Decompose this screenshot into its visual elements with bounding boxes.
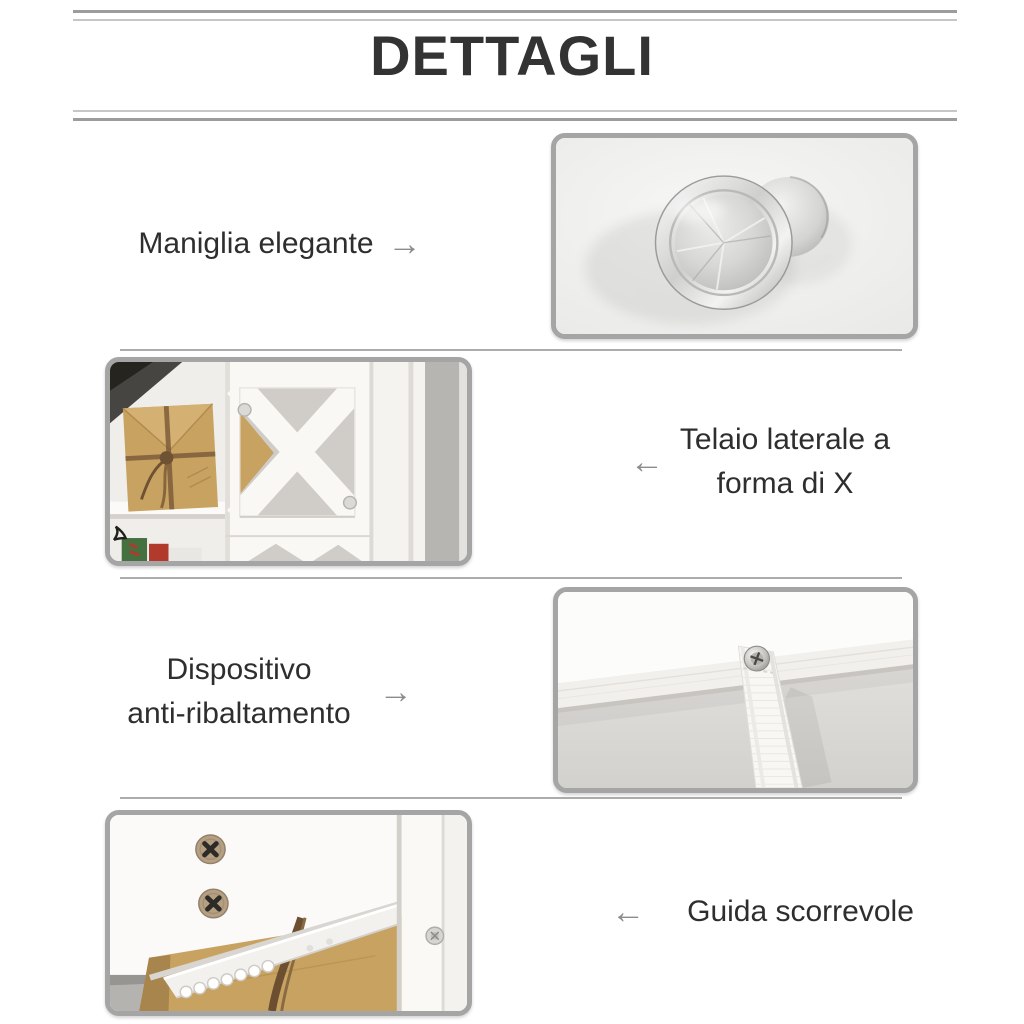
slide-label: Guida scorrevole	[687, 895, 914, 928]
cabinet-knob-illustration	[556, 138, 913, 334]
x-frame-illustration	[110, 362, 467, 561]
section-divider-3	[120, 797, 902, 799]
section-divider-1	[120, 349, 902, 351]
xframe-label-line1: Telaio laterale a	[679, 423, 891, 456]
photo-anti-tip-strap	[553, 587, 918, 793]
photo-drawer-slide	[105, 810, 472, 1016]
photo-cabinet-knob	[551, 133, 918, 339]
xframe-label-line2: forma di X	[716, 467, 854, 500]
antitip-label	[127, 648, 350, 736]
left-arrow-icon: ←	[611, 893, 646, 931]
section-divider-2	[120, 577, 902, 579]
left-arrow-icon: ←	[629, 443, 664, 481]
photo-x-frame	[105, 357, 472, 566]
handle-label: Maniglia elegante	[138, 227, 374, 260]
xframe-label	[680, 418, 890, 506]
page-title: DETTAGLI	[370, 24, 654, 87]
title-bottom-rule-inner	[73, 110, 957, 112]
antitip-label-line2: anti-ribaltamento	[127, 697, 351, 730]
section-xframe-label-row	[580, 418, 940, 506]
antitip-label-line1: Dispositivo	[166, 653, 312, 686]
section-handle-label-row	[95, 222, 465, 266]
title-bottom-rule-outer	[73, 118, 957, 121]
right-arrow-icon: →	[387, 225, 422, 263]
title-top-rule-inner	[73, 19, 957, 21]
title-top-rule-outer	[73, 10, 957, 13]
section-antitip-label-row	[80, 648, 460, 736]
right-arrow-icon: →	[378, 673, 413, 711]
drawer-slide-illustration	[110, 815, 467, 1011]
section-slide-label-row	[580, 890, 945, 934]
anti-tip-strap-illustration	[558, 592, 913, 788]
